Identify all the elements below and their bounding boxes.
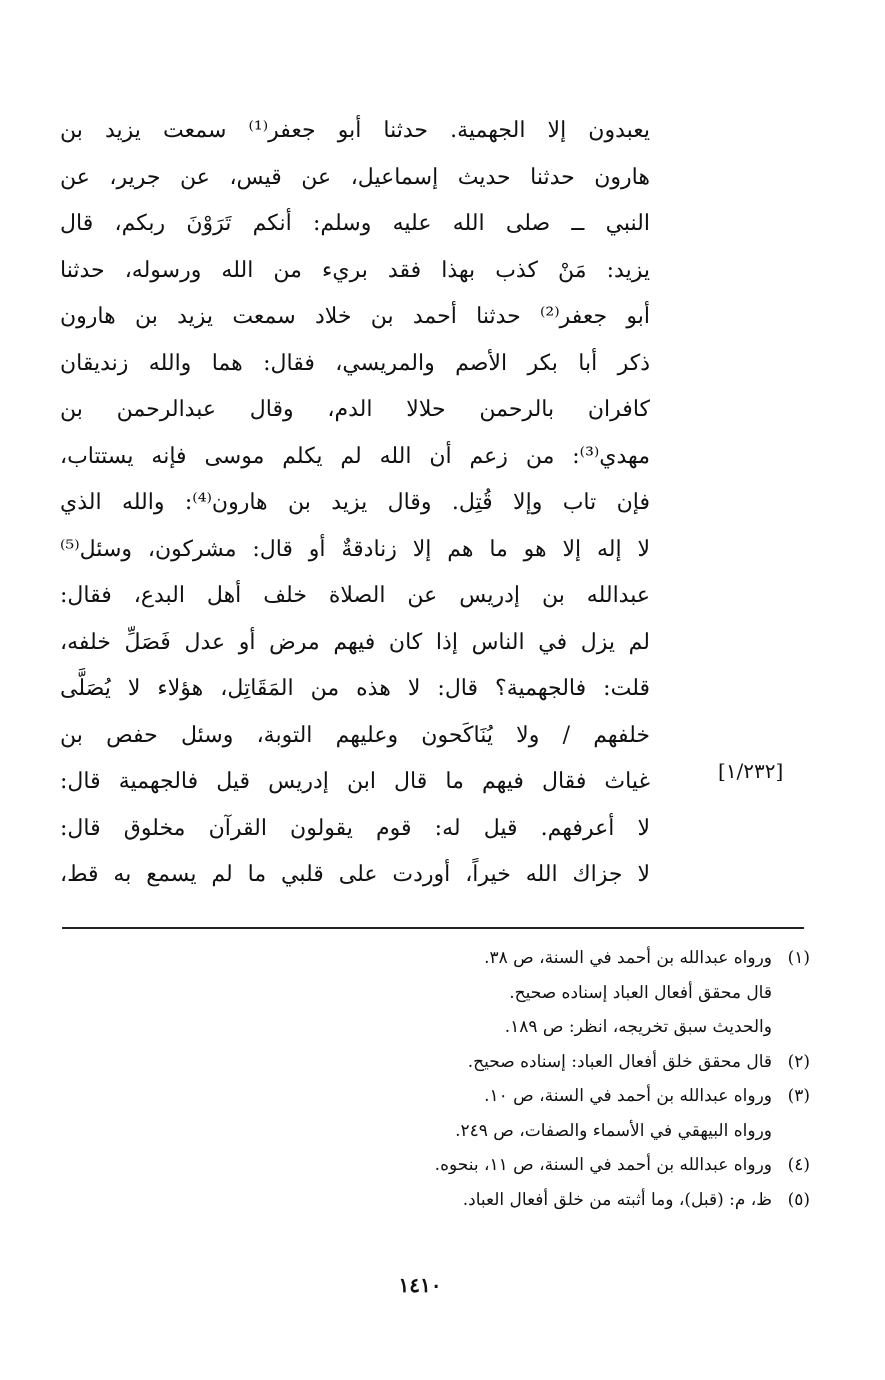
footnote-continuation [200, 1114, 810, 1149]
text-line: لا أعرفهم. قيل له: قوم يقولون القرآن مخلوق قال: [60, 815, 650, 841]
footnote-text: ورواه عبدالله بن أحمد في السنة، ص ١١، بنحوه. [434, 1155, 772, 1175]
footnote-number: (٣) [787, 1086, 810, 1106]
text-line: قلت: فالجهمية؟ قال: لا هذه من المَقَاتِل، هؤلاء لا يُصَلَّى [60, 676, 650, 701]
footnote-continuation [200, 1010, 810, 1045]
footnote-continuation [200, 976, 810, 1011]
text-line: هارون حدثنا حديث إسماعيل، عن قيس، عن جرير، عن [60, 164, 650, 190]
text-line: فإن تاب وإلا قُتِل. وقال يزيد بن هارون⁽⁴⁾: والله الذي [60, 490, 650, 515]
text-line: لا جزاك الله خيراً، أوردت على قلبي ما لم يسمع به قط، [60, 862, 650, 887]
page-number: ١٤١٠ [398, 1273, 442, 1297]
text-line: مهدي⁽³⁾: من زعم أن الله لم يكلم موسى فإنه يستتاب، [60, 443, 650, 469]
margin-page-reference: [١/٢٣٢] [718, 759, 784, 783]
text-line: يعبدون إلا الجهمية. حدثنا أبو جعفر⁽¹⁾ سمعت يزيد بن [60, 118, 650, 143]
footnote [200, 1183, 810, 1218]
footnote-number: (٢) [787, 1051, 810, 1072]
text-line: غياث فقال فيهم ما قال ابن إدريس قيل فالجهمية قال: [60, 769, 650, 794]
footnote-text: ظ، م: (قبل)، وما أثبته من خلق أفعال العباد. [462, 1189, 772, 1210]
footnote-text: قال محقق أفعال العباد إسناده صحيح. [509, 982, 772, 1003]
text-line: خلفهم / ولا يُنَاكَحون وعليهم التوبة، وسئل حفص بن [60, 722, 650, 748]
footnote-divider [62, 927, 804, 929]
footnote [200, 1148, 810, 1183]
text-line: النبي ــ صلى الله عليه وسلم: أنكم تَرَوْنَ ربكم، قال [60, 211, 650, 236]
footnote-number: (٤) [787, 1155, 810, 1175]
text-line: كافران بالرحمن حلالا الدم، وقال عبدالرحمن بن [60, 397, 650, 422]
footnote-text: ورواه البيهقي في الأسماء والصفات، ص ٢٤٩. [455, 1120, 772, 1141]
text-line: أبو جعفر⁽²⁾ حدثنا أحمد بن خلاد سمعت يزيد بن هارون [60, 304, 650, 329]
footnote-number: (٥) [787, 1189, 810, 1210]
footnote-number: (١) [787, 948, 810, 968]
footnote [200, 941, 810, 976]
footnote [200, 1045, 810, 1080]
main-text-block [60, 108, 650, 899]
footnote [200, 1079, 810, 1114]
text-line: عبدالله بن إدريس عن الصلاة خلف أهل البدع، فقال: [60, 583, 650, 608]
text-line: لا إله إلا هو ما هم إلا زنادقةٌ أو قال: مشركون، وسئل⁽⁵⁾ [60, 536, 650, 562]
text-line: يزيد: مَنْ كذب بهذا فقد بريء من الله ورسوله، حدثنا [60, 257, 650, 283]
footnote-text: ورواه عبدالله بن أحمد في السنة، ص ٣٨. [484, 948, 772, 968]
footnote-text: والحديث سبق تخريجه، انظر: ص ١٨٩. [504, 1017, 772, 1037]
footnote-text: قال محقق خلق أفعال العباد: إسناده صحيح. [467, 1051, 772, 1072]
text-line: ذكر أبا بكر الأصم والمريسي، فقال: هما والله زنديقان [60, 350, 650, 376]
footnotes-block [200, 941, 810, 1217]
text-line: لم يزل في الناس إذا كان فيهم مرض أو عدل فَصَلِّ خلفه، [60, 629, 650, 655]
footnote-text: ورواه عبدالله بن أحمد في السنة، ص ١٠. [484, 1086, 772, 1106]
